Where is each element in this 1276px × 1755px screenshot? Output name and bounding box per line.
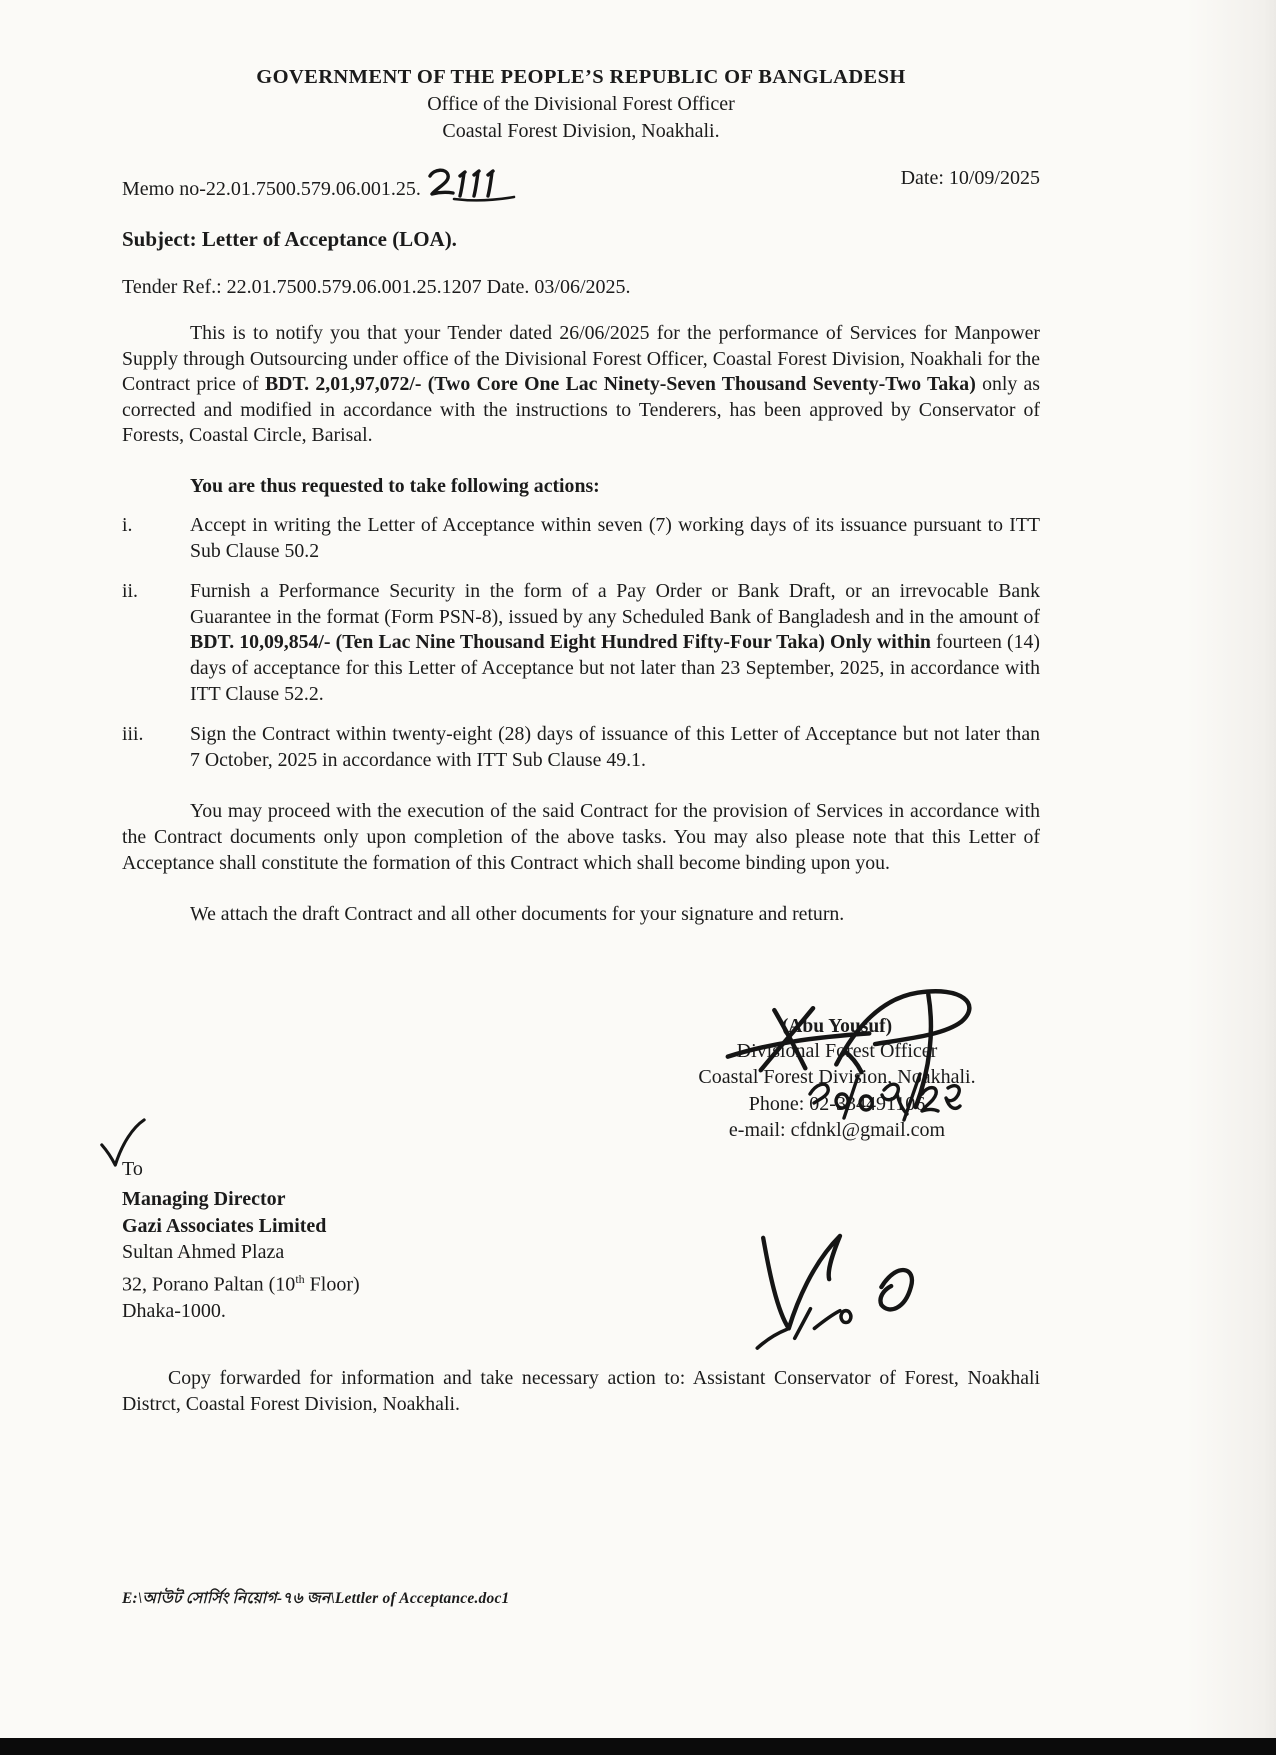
scan-edge-bar	[0, 1738, 1276, 1755]
addressee-line: Sultan Ahmed Plaza	[122, 1241, 285, 1264]
initial-with-date-mark	[734, 1228, 944, 1356]
to-label: To	[122, 1157, 143, 1180]
tender-ref-line: Tender Ref.: 22.01.7500.579.06.001.25.1207 Date. 03/06/2025.	[122, 276, 631, 298]
action-item-3	[122, 722, 1040, 773]
ordinal-superscript: th	[295, 1271, 305, 1286]
handwritten-date-mark	[802, 1068, 962, 1126]
signatory-org: Coastal Forest Division, Noakhali.	[698, 1066, 976, 1089]
signatory-name: (Abu Yousuf)	[781, 1015, 893, 1037]
copy-forwarded-note: Copy forwarded for information and take necessary action to: Assistant Conservator of Forest, Noakhali Distrct, Coastal Forest Division, Noakhali.	[122, 1367, 1040, 1415]
handwritten-memo-number-mark	[424, 167, 520, 201]
memo-number	[122, 167, 520, 201]
addressee-line: Gazi Associates Limited	[122, 1214, 327, 1237]
item-text: Accept in writing the Letter of Acceptance within seven (7) working days of its issuance pursuant to ITT Sub Clause 50.2	[190, 513, 1040, 562]
government-title: GOVERNMENT OF THE PEOPLE’S REPUBLIC OF BANGLADESH	[256, 66, 906, 88]
item-text	[190, 579, 1040, 707]
paragraph-text: This is to notify you that your Tender dated 26/06/2025 for the performance of Services for Manpower Supply through Outsourcing under office of the Divisional Forest Officer, Coastal Forest Division, Noakhali for the Contract price of	[122, 322, 1040, 396]
memo-row	[122, 167, 1040, 201]
memo-number-printed: Memo no-22.01.7500.579.06.001.25.	[122, 178, 421, 200]
letter-content	[122, 66, 1040, 1418]
signatory-block	[634, 1016, 1040, 1144]
security-amount-bold: BDT. 10,09,854/- (Ten Lac Nine Thousand Eight Hundred Fifty-Four Taka) Only within	[190, 631, 931, 654]
addressee-line-text: 32, Porano Paltan (10	[122, 1273, 296, 1296]
signatory-phone: Phone: 02-334491106	[748, 1092, 926, 1115]
addressee-block	[122, 1156, 542, 1325]
handwritten-check-icon	[96, 1116, 148, 1168]
item-number: i.	[122, 513, 133, 536]
addressee-line	[122, 1266, 542, 1298]
item-number: ii.	[122, 580, 138, 603]
item-number: iii.	[122, 723, 144, 746]
addressee-line: Dhaka-1000.	[122, 1299, 226, 1322]
contract-price-bold: BDT. 2,01,97,072/- (Two Core One Lac Ninety-Seven Thousand Seventy-Two Taka)	[264, 373, 976, 396]
actions-heading: You are thus requested to take following actions:	[190, 474, 600, 497]
item-text-post: fourteen (14) days of acceptance for this Letter of Acceptance but not later than 23 September, 2025, in accordance with ITT Clause 52.2.	[190, 631, 1040, 705]
item-text-pre: Furnish a Performance Security in the form of a Pay Order or Bank Draft, or an irrevocable Bank Guarantee in the format (Form PSN-8), issued by any Scheduled Bank of Bangladesh and in the amount of	[190, 580, 1040, 628]
action-item-1	[122, 513, 1040, 564]
signatory-email: e-mail: cfdnkl@gmail.com	[728, 1119, 946, 1142]
closing-paragraph-2: We attach the draft Contract and all other documents for your signature and return.	[190, 903, 845, 926]
action-item-2	[122, 579, 1040, 707]
division-title: Coastal Forest Division, Noakhali.	[442, 120, 720, 142]
office-title: Office of the Divisional Forest Officer	[427, 93, 735, 115]
closing-paragraph-1: You may proceed with the execution of the said Contract for the provision of Services in accordance with the Contract documents only upon completion of the above tasks. You may also please note that this Letter of Acceptance shall constitute the formation of this Contract which shall become binding upon you.	[122, 800, 1040, 874]
letter-date: Date: 10/09/2025	[900, 167, 1040, 189]
notification-paragraph	[122, 321, 1040, 449]
addressee-line: Managing Director	[122, 1188, 286, 1211]
subject-line: Subject: Letter of Acceptance (LOA).	[122, 227, 457, 251]
file-path-footer: E:\আউট সোর্সিং নিয়োগ-৭৬ জন\Lettler of Acceptance.doc1	[122, 1590, 510, 1607]
signatory-title: Divisional Forest Officer	[736, 1039, 938, 1062]
item-text: Sign the Contract within twenty-eight (28) days of issuance of this Letter of Acceptance but not later than 7 October, 2025 in accordance with ITT Sub Clause 49.1.	[190, 723, 1040, 771]
addressee-line-text: Floor)	[304, 1273, 360, 1296]
paragraph-text: only as corrected and modified in accordance with the instructions to Tenderers, has been approved by Conservator of Forests, Coastal Circle, Barisal.	[122, 373, 1041, 447]
